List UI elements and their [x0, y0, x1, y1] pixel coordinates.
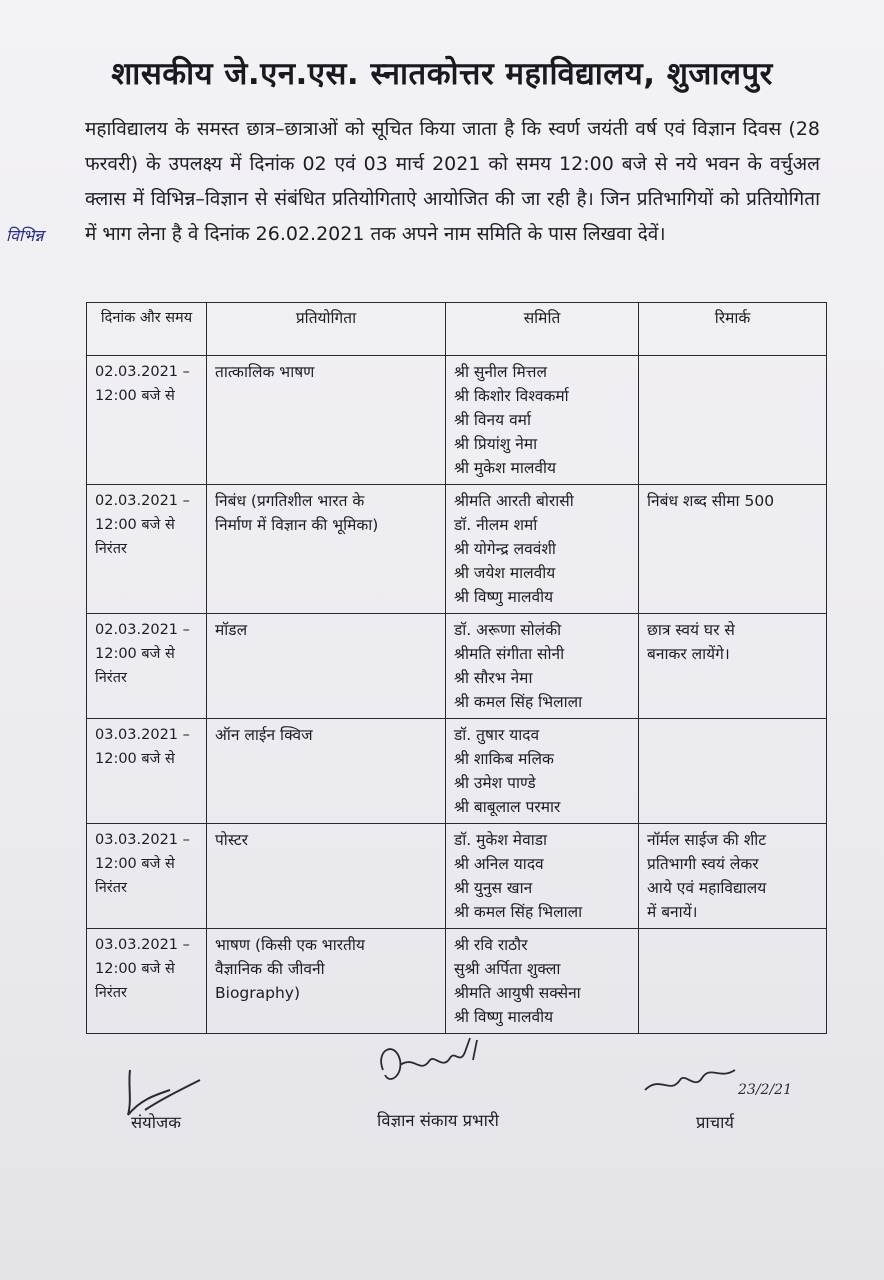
date-cell-line: 03.03.2021 –: [95, 832, 190, 848]
science-incharge-signature-mark: [365, 1030, 495, 1100]
competition-cell: [207, 614, 446, 719]
committee-cell-line: श्री सौरभ नेमा: [454, 669, 533, 687]
principal-date: 23/2/21: [738, 1082, 792, 1098]
committee-cell: [446, 356, 639, 485]
committee-cell-line: श्री शाकिब मलिक: [454, 750, 554, 768]
committee-cell-line: श्री उमेश पाण्डे: [454, 774, 536, 792]
date-cell-line: 12:00 बजे से: [95, 517, 175, 533]
committee-cell-line: डॉ. मुकेश मेवाडा: [454, 831, 548, 849]
competition-schedule-table: [86, 302, 827, 1034]
committee-cell-line: डॉ. नीलम शर्मा: [454, 516, 538, 534]
committee-cell-line: श्री विनय वर्मा: [454, 411, 531, 429]
committee-cell-line: सुश्री अर्पिता शुक्ला: [454, 960, 561, 978]
committee-cell-line: श्री अनिल यादव: [454, 855, 544, 873]
committee-cell-line: डॉ. अरूणा सोलंकी: [454, 621, 562, 639]
table-row: [87, 824, 827, 929]
header-remark: रिमार्क: [639, 303, 827, 356]
committee-cell-line: श्री मुकेश मालवीय: [454, 459, 556, 477]
committee-cell-line: श्री युनुस खान: [454, 879, 533, 897]
committee-cell: [446, 719, 639, 824]
committee-cell-line: श्रीमति आयुषी सक्सेना: [454, 984, 581, 1002]
committee-cell-line: श्री विष्णु मालवीय: [454, 588, 554, 606]
date-cell-line: 12:00 बजे से: [95, 856, 175, 872]
date-cell-line: 02.03.2021 –: [95, 364, 190, 380]
committee-cell-line: श्री जयेश मालवीय: [454, 564, 556, 582]
date-cell: [87, 356, 207, 485]
remark-cell: [639, 824, 827, 929]
remark-cell: [639, 356, 827, 485]
committee-cell-line: डॉ. तुषार यादव: [454, 726, 540, 744]
competition-cell-line: पोस्टर: [215, 831, 248, 849]
committee-cell: [446, 614, 639, 719]
header-committee: समिति: [446, 303, 639, 356]
remark-cell-line: बनाकर लायेंगे।: [647, 645, 730, 663]
header-date-time: दिनांक और समय: [87, 303, 207, 356]
date-cell-line: निरंतर: [95, 985, 127, 1001]
competition-cell-line: निर्माण में विज्ञान की भूमिका): [215, 516, 379, 534]
date-cell-line: 02.03.2021 –: [95, 622, 190, 638]
competition-cell: [207, 719, 446, 824]
remark-cell-line: आये एवं महाविद्यालय: [647, 879, 767, 897]
table-row: [87, 614, 827, 719]
date-cell: [87, 485, 207, 614]
table-body: [87, 356, 827, 1034]
date-cell-line: निरंतर: [95, 541, 127, 557]
table-row: [87, 719, 827, 824]
competition-cell-line: वैज्ञानिक की जीवनी: [215, 960, 325, 978]
committee-cell-line: श्री किशोर विश्वकर्मा: [454, 387, 569, 405]
competition-cell-line: भाषण (किसी एक भारतीय: [215, 936, 365, 954]
competition-cell: [207, 824, 446, 929]
remark-cell-line: निबंध शब्द सीमा 500: [647, 492, 775, 510]
table-row: [87, 356, 827, 485]
competition-cell-line: तात्कालिक भाषण: [215, 363, 315, 381]
date-cell-line: 12:00 बजे से: [95, 388, 175, 404]
competition-cell-line: Biography): [215, 984, 301, 1002]
remark-cell-line: में बनायें।: [647, 903, 698, 921]
committee-cell-line: श्रीमति संगीता सोनी: [454, 645, 565, 663]
remark-cell: [639, 929, 827, 1034]
date-cell-line: 12:00 बजे से: [95, 961, 175, 977]
table-row: [87, 929, 827, 1034]
date-cell-line: 02.03.2021 –: [95, 493, 190, 509]
date-cell: [87, 614, 207, 719]
coordinator-label: संयोजक: [131, 1113, 181, 1132]
committee-cell-line: श्री योगेन्द्र लववंशी: [454, 540, 556, 558]
notice-paragraph: महाविद्यालय के समस्त छात्र–छात्राओं को सूचित किया जाता है कि स्वर्ण जयंती वर्ष एवं विज्ञान दिवस (28 फरवरी) के उपलक्ष्य में दिनांक 02 एवं 03 मार्च 2021 को समय 12:00 बजे से नये भवन के वर्चुअल क्लास में विभिन्न–विज्ञान से संबंधित प्रतियोगिताऐ आयोजित की जा रही है। जिन प्रतिभागियों को प्रतियोगिता में भाग लेना है वे दिनांक 26.02.2021 तक अपने नाम समिति के पास लिखवा देवें।: [85, 118, 820, 245]
date-cell-line: 03.03.2021 –: [95, 727, 190, 743]
competition-cell: [207, 929, 446, 1034]
date-cell: [87, 824, 207, 929]
competition-cell: [207, 356, 446, 485]
date-cell-line: 03.03.2021 –: [95, 937, 190, 953]
competition-cell-line: निबंध (प्रगतिशील भारत के: [215, 492, 365, 510]
header-competition: प्रतियोगिता: [207, 303, 446, 356]
committee-cell-line: श्री रवि राठौर: [454, 936, 528, 954]
table-row: [87, 485, 827, 614]
remark-cell-line: प्रतिभागी स्वयं लेकर: [647, 855, 759, 873]
committee-cell-line: श्रीमति आरती बोरासी: [454, 492, 574, 510]
competition-cell: [207, 485, 446, 614]
committee-cell-line: श्री बाबूलाल परमार: [454, 798, 561, 816]
competition-cell-line: मॉडल: [215, 621, 248, 639]
remark-cell: [639, 719, 827, 824]
date-cell-line: निरंतर: [95, 880, 127, 896]
date-cell-line: 12:00 बजे से: [95, 646, 175, 662]
competition-cell-line: ऑन लाईन क्विज: [215, 726, 313, 744]
remark-cell-line: छात्र स्वयं घर से: [647, 621, 735, 639]
committee-cell: [446, 485, 639, 614]
handwritten-margin-note: विभिन्न: [6, 226, 44, 245]
committee-cell-line: श्री कमल सिंह भिलाला: [454, 903, 583, 921]
date-cell: [87, 929, 207, 1034]
date-cell-line: 12:00 बजे से: [95, 751, 175, 767]
committee-cell-line: श्री सुनील मित्तल: [454, 363, 547, 381]
date-cell-line: निरंतर: [95, 670, 127, 686]
committee-cell-line: श्री विष्णु मालवीय: [454, 1008, 554, 1026]
committee-cell: [446, 929, 639, 1034]
science-incharge-label: विज्ञान संकाय प्रभारी: [377, 1111, 499, 1130]
committee-cell-line: श्री कमल सिंह भिलाला: [454, 693, 583, 711]
committee-cell-line: श्री प्रियांशु नेमा: [454, 435, 538, 453]
remark-cell-line: नॉर्मल साईज की शीट: [647, 831, 767, 849]
remark-cell: [639, 614, 827, 719]
committee-cell: [446, 824, 639, 929]
principal-label: प्राचार्य: [696, 1113, 734, 1132]
table-header-row: [87, 303, 827, 356]
college-title: शासकीय जे.एन.एस. स्नातकोत्तर महाविद्यालय, शुजालपुर: [111, 56, 773, 92]
remark-cell: [639, 485, 827, 614]
date-cell: [87, 719, 207, 824]
